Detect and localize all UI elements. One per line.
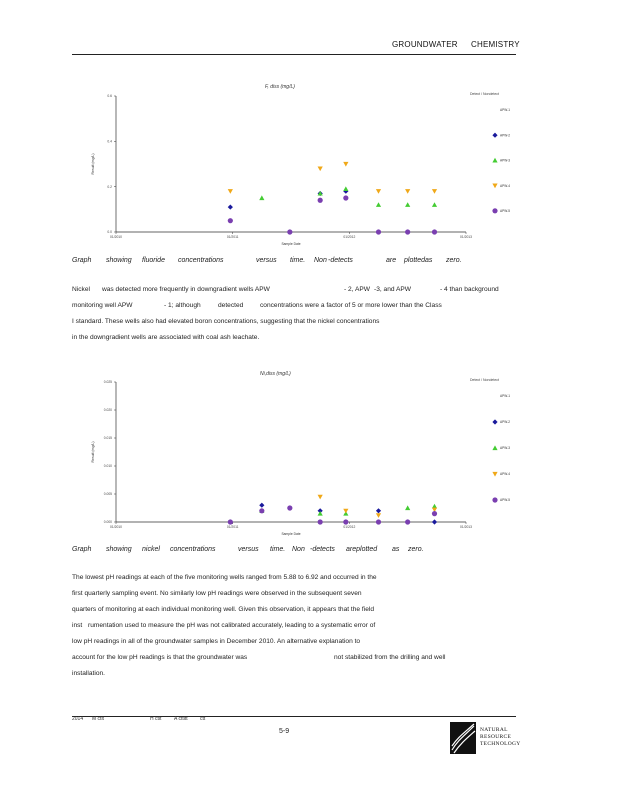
y-tick-label: 0.000 — [103, 520, 112, 525]
header-rule — [72, 54, 516, 55]
caption-word: plottedas — [404, 257, 433, 264]
x-tick-label: 01/2010 — [110, 235, 122, 239]
legend-marker — [492, 133, 497, 138]
caption-word: concentrations — [178, 257, 224, 264]
logo-mark-icon — [450, 722, 476, 754]
data-point-apw-4 — [343, 509, 348, 514]
legend-label: APW-1 — [500, 394, 511, 399]
para-text: installation. — [72, 670, 105, 677]
data-point-apw-4 — [343, 162, 348, 167]
para-text: in the downgradient wells are associated with coal ash leachate. — [72, 334, 260, 341]
data-point-apw-4 — [432, 189, 437, 194]
company-logo — [450, 722, 530, 756]
data-point-apw-5 — [259, 508, 264, 513]
legend-label: APW-2 — [500, 133, 511, 138]
legend-label: APW-4 — [500, 472, 511, 477]
legend-label: APW-3 — [500, 446, 511, 451]
data-point-apw-2 — [432, 519, 437, 524]
data-point-apw-3 — [318, 511, 323, 516]
y-axis-label: Result (mg/L) — [91, 441, 95, 463]
paragraph-ph — [72, 570, 522, 682]
legend-label: APW-1 — [500, 108, 511, 113]
caption-word: -detects — [328, 257, 353, 264]
footer-word: ctt — [200, 716, 206, 722]
caption-word: time. — [290, 257, 306, 264]
logo-text-3: TECHNOLOGY — [480, 741, 521, 747]
chart1-title: F, diss (mg/L) — [265, 84, 295, 90]
para-text: - 2, APW — [344, 286, 371, 293]
x-tick-label: 01/2011 — [226, 235, 239, 239]
y-tick-label: 0.6 — [107, 94, 112, 99]
data-point-apw-5 — [287, 505, 292, 510]
caption-word: zero. — [446, 257, 462, 264]
legend-marker — [492, 208, 497, 213]
caption-word: nickel — [142, 546, 160, 553]
data-point-apw-5 — [432, 511, 437, 516]
data-point-apw-5 — [343, 195, 348, 200]
y-tick-label: 0.010 — [103, 464, 112, 469]
legend-label: APW-5 — [500, 209, 511, 213]
para-text: The lowest pH readings at each of the five monitoring wells ranged from 5.88 to 6.92 and occurred in the — [72, 574, 377, 581]
y-tick-label: 0.015 — [103, 436, 112, 441]
footer-word: A cttltt — [174, 716, 188, 722]
chart2-title: Ni,diss (mg/L) — [260, 371, 291, 377]
data-point-apw-5 — [432, 229, 437, 234]
data-point-apw-5 — [405, 229, 410, 234]
caption-word: are — [386, 257, 397, 264]
para-text: account for the low pH readings is that the groundwater was — [72, 654, 248, 661]
caption-word: showing — [106, 546, 132, 553]
legend-label: APW-5 — [500, 498, 511, 503]
footer-rule — [72, 716, 516, 717]
x-tick-label: 01/2010 — [110, 525, 122, 529]
para-text: -3, and APW — [374, 286, 412, 293]
legend-label: APW-2 — [500, 420, 511, 425]
data-point-apw-4 — [376, 189, 381, 194]
data-point-apw-5 — [405, 519, 410, 524]
para-text: Nickel — [72, 286, 90, 293]
data-point-apw-4 — [318, 166, 323, 171]
y-axis-label: Result (mg/L) — [91, 153, 95, 175]
page-number: 5-9 — [279, 728, 290, 735]
logo-text-1: NATURAL — [480, 727, 508, 733]
data-point-apw-3 — [259, 195, 264, 200]
chart2-corner-label: Detect / Nondetect — [470, 378, 499, 382]
x-tick-label: 01/2013 — [460, 525, 472, 529]
data-point-apw-5 — [376, 229, 381, 234]
legend-label: APW-3 — [500, 158, 511, 163]
x-tick-label: 01/2013 — [460, 235, 472, 239]
y-tick-label: 0.005 — [103, 492, 112, 497]
caption-word: fluoride — [142, 257, 165, 264]
para-text: I standard. These wells also had elevated boron concentrations, suggesting that the nickel concentrations — [72, 318, 380, 325]
legend-label: APW-4 — [500, 183, 511, 188]
data-point-apw-5 — [343, 519, 348, 524]
caption-word: Graph — [72, 257, 92, 264]
x-axis-label: Sample Date — [281, 242, 301, 246]
logo-text-2: RESOURCE — [480, 734, 512, 740]
header-section-right: CHEMISTRY — [471, 40, 520, 49]
para-text: inst — [72, 622, 83, 629]
x-tick-label: 01/2012 — [343, 235, 356, 239]
caption-word: Graph — [72, 546, 92, 553]
para-text: detected — [218, 302, 244, 309]
caption-word: versus — [238, 546, 259, 553]
caption-word: time. — [270, 546, 286, 553]
para-text: - 4 than background — [440, 286, 499, 293]
y-tick-label: 0.020 — [103, 408, 112, 413]
legend-marker — [492, 472, 497, 477]
para-text: was detected more frequently in downgradient wells APW — [102, 286, 270, 293]
paragraph-nickel — [72, 282, 522, 346]
para-text: first quarterly sampling event. No similarly low pH readings were observed in the subsequent seven — [72, 590, 362, 597]
x-tick-label: 01/2012 — [343, 525, 356, 529]
footer-word: M ctlt — [92, 716, 104, 722]
footer-word: H ctlt — [150, 716, 162, 722]
data-point-apw-5 — [318, 519, 323, 524]
caption-word: showing — [106, 257, 132, 264]
y-tick-label: 0.2 — [107, 184, 112, 189]
data-point-apw-4 — [318, 495, 323, 500]
x-tick-label: 01/2011 — [226, 525, 239, 529]
caption-word: areplotted — [346, 546, 378, 553]
data-point-apw-5 — [228, 519, 233, 524]
data-point-apw-2 — [228, 204, 233, 209]
chart1-corner-label: Detect / Nondetect — [470, 92, 499, 96]
caption-word: as — [392, 546, 400, 553]
legend-marker — [492, 445, 497, 450]
data-point-apw-3 — [432, 202, 437, 207]
data-point-apw-5 — [318, 198, 323, 203]
y-tick-label: 0.0 — [107, 230, 112, 235]
data-point-apw-4 — [405, 189, 410, 194]
chart2-svg — [80, 376, 520, 540]
para-text: monitoring well APW — [72, 302, 133, 309]
para-text: quarters of monitoring at each individual monitoring well. Given this observation, it appears that the field — [72, 606, 375, 613]
data-point-apw-2 — [259, 503, 264, 508]
caption-word: Non — [292, 546, 305, 553]
caption-word: versus — [256, 257, 277, 264]
data-point-apw-5 — [287, 229, 292, 234]
header-section-left: GROUNDWATER — [392, 40, 458, 49]
data-point-apw-2 — [376, 508, 381, 513]
footer-year: 2014 — [72, 716, 84, 722]
data-point-apw-3 — [343, 186, 348, 191]
data-point-apw-4 — [228, 189, 233, 194]
caption-word: Non — [314, 257, 327, 264]
chart1-svg — [80, 90, 520, 250]
data-point-apw-5 — [228, 218, 233, 223]
caption-word: concentrations — [170, 546, 216, 553]
para-text: - 1; although — [164, 302, 201, 309]
data-point-apw-4 — [376, 513, 381, 518]
data-point-apw-3 — [405, 202, 410, 207]
y-tick-label: 0.025 — [103, 380, 112, 385]
legend-marker — [492, 497, 497, 502]
para-text: not stabilized from the drilling and well — [334, 654, 446, 661]
para-text: rumentation used to measure the pH was not calibrated accurately, leading to a systematic error of — [88, 622, 376, 629]
y-tick-label: 0.4 — [107, 139, 112, 144]
data-point-apw-3 — [405, 505, 410, 510]
legend-marker — [492, 158, 497, 163]
para-text: concentrations were a factor of 5 or more lower than the Class — [260, 302, 442, 309]
data-point-apw-5 — [376, 519, 381, 524]
para-text: low pH readings in all of the groundwater samples in December 2010. An alternative explanation to — [72, 638, 361, 645]
legend-marker — [492, 419, 497, 424]
legend-marker — [492, 184, 497, 189]
data-point-apw-3 — [376, 202, 381, 207]
caption-word: -detects — [310, 546, 335, 553]
caption-word: zero. — [408, 546, 424, 553]
x-axis-label: Sample Date — [281, 532, 301, 536]
